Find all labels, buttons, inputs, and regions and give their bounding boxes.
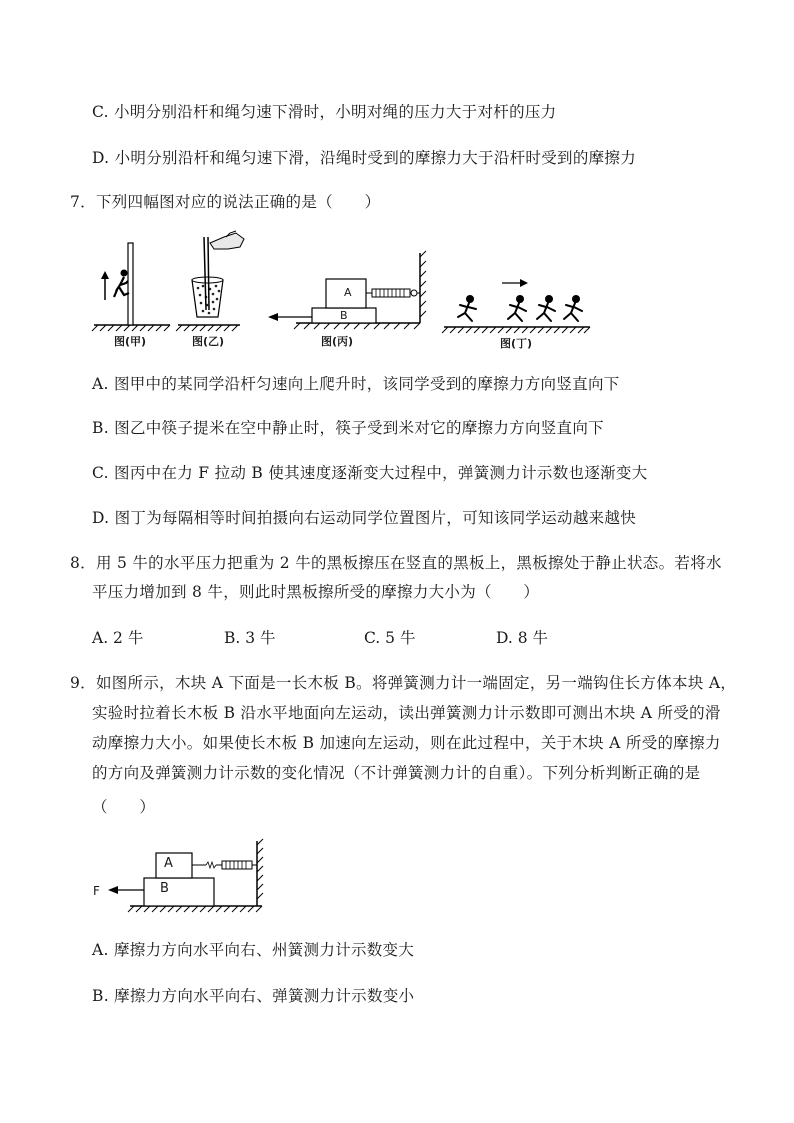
q9-figure <box>88 835 288 915</box>
q8-option-b: B. 3 牛 <box>224 629 276 647</box>
figure-bing-label-a: A <box>344 286 352 299</box>
figure-yi-diagram <box>176 231 244 331</box>
q9-figure-label-b: B <box>160 881 169 896</box>
figure-bing-caption: 图(丙) <box>321 335 354 348</box>
q7-option-c: C. 图丙中在力 F 拉动 B 使其速度逐渐变大过程中，弹簧测力计示数也逐渐变大 <box>92 464 648 482</box>
q9-figure-label-a: A <box>164 856 173 871</box>
q9-option-b: B. 摩擦力方向水平向右、弹簧测力计示数变小 <box>92 987 415 1005</box>
figure-yi-caption: 图(乙) <box>192 335 225 348</box>
figure-jia-diagram <box>92 243 170 331</box>
q8-option-d: D. 8 牛 <box>496 629 549 647</box>
q9-figure-label-f: F <box>93 884 100 898</box>
figure-ding-caption: 图(丁) <box>500 337 533 350</box>
figure-bing-label-b: B <box>340 309 348 322</box>
q7-stem: 7．下列四幅图对应的说法正确的是（ ） <box>70 193 381 211</box>
q6-option-d: D. 小明分别沿杆和绳匀速下滑，沿绳时受到的摩擦力大于沿杆时受到的摩擦力 <box>92 149 637 167</box>
q9-stem-line4: 的方向及弹簧测力计示数的变化情况（不计弹簧测力计的自重）。下列分析判断正确的是 <box>92 764 701 782</box>
q9-option-a: A. 摩擦力方向水平向右、州簧测力计示数变大 <box>92 941 415 959</box>
q7-option-a: A. 图甲中的某同学沿杆匀速向上爬升时，该同学受到的摩擦力方向竖直向下 <box>92 375 620 393</box>
q9-stem-line3: 动摩擦力大小。如果使长木板 B 加速向左运动，则在此过程中，关于木块 A 所受的摩擦力 <box>92 734 721 752</box>
q7-option-d: D. 图丁为每隔相等时间拍摄向右运动同学位置图片，可知该同学运动越来越快 <box>92 509 637 527</box>
figure-jia-caption: 图(甲) <box>114 335 147 348</box>
q8-stem-line1: 8．用 5 牛的水平压力把重为 2 牛的黑板擦压在竖直的黑板上，黑板擦处于静止状态。若将水 <box>70 554 722 572</box>
q8-stem-line2: 平压力增加到 8 牛，则此时黑板擦所受的摩擦力大小为（ ） <box>92 583 540 601</box>
q6-option-c: C. 小明分别沿杆和绳匀速下滑时，小明对绳的压力大于对杆的压力 <box>92 103 557 121</box>
q9-stem-line2: 实验时拉着长木板 B 沿水平地面向左运动，读出弹簧测力计示数即可测出木块 A 所受的滑 <box>92 704 721 722</box>
q8-option-c: C. 5 牛 <box>364 629 416 647</box>
figure-ding-diagram <box>442 279 590 333</box>
q8-option-a: A. 2 牛 <box>92 629 144 647</box>
q7-option-b: B. 图乙中筷子提米在空中静止时，筷子受到米对它的摩擦力方向竖直向下 <box>92 419 604 437</box>
q9-stem-line5: （ ） <box>92 798 156 816</box>
q9-stem-line1: 9．如图所示，木块 A 下面是一长木板 B。将弹簧测力计一端固定，另一端钩住长方体本块 A， <box>70 674 737 692</box>
